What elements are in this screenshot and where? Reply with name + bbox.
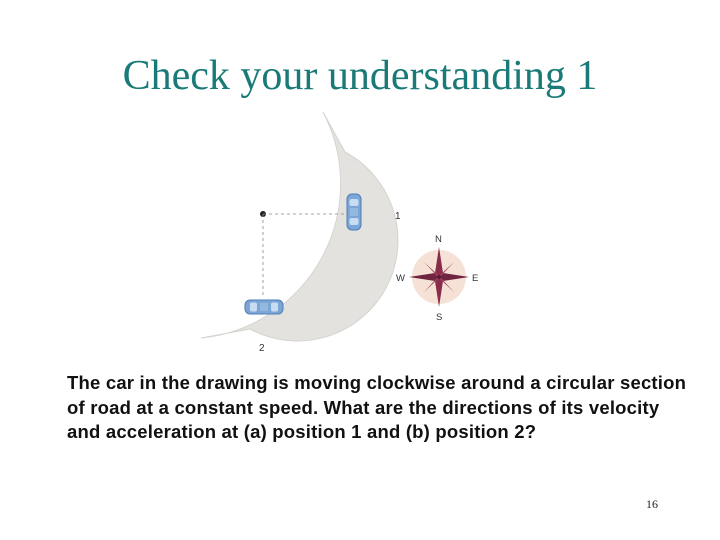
- page-number: 16: [646, 497, 658, 511]
- car-icon: [347, 194, 361, 230]
- compass-rose-icon: [409, 247, 469, 307]
- car-icon: [245, 300, 283, 314]
- position-label-1: 1: [395, 211, 401, 222]
- compass-north-label: N: [435, 234, 442, 245]
- position-label-2: 2: [259, 343, 265, 354]
- slide-title: Check your understanding 1: [122, 53, 598, 99]
- road-diagram: [195, 108, 495, 358]
- road-diagram-svg: [195, 108, 495, 358]
- compass-west-label: W: [396, 273, 405, 284]
- compass-south-label: S: [436, 312, 443, 323]
- compass-east-label: E: [472, 273, 479, 284]
- question-text: The car in the drawing is moving clockwise around a circular section of road at a constant speed. What are the directions of its velocity and acceleration at (a) position 1 and (b) position 2?: [67, 372, 687, 442]
- curved-road: [201, 112, 398, 341]
